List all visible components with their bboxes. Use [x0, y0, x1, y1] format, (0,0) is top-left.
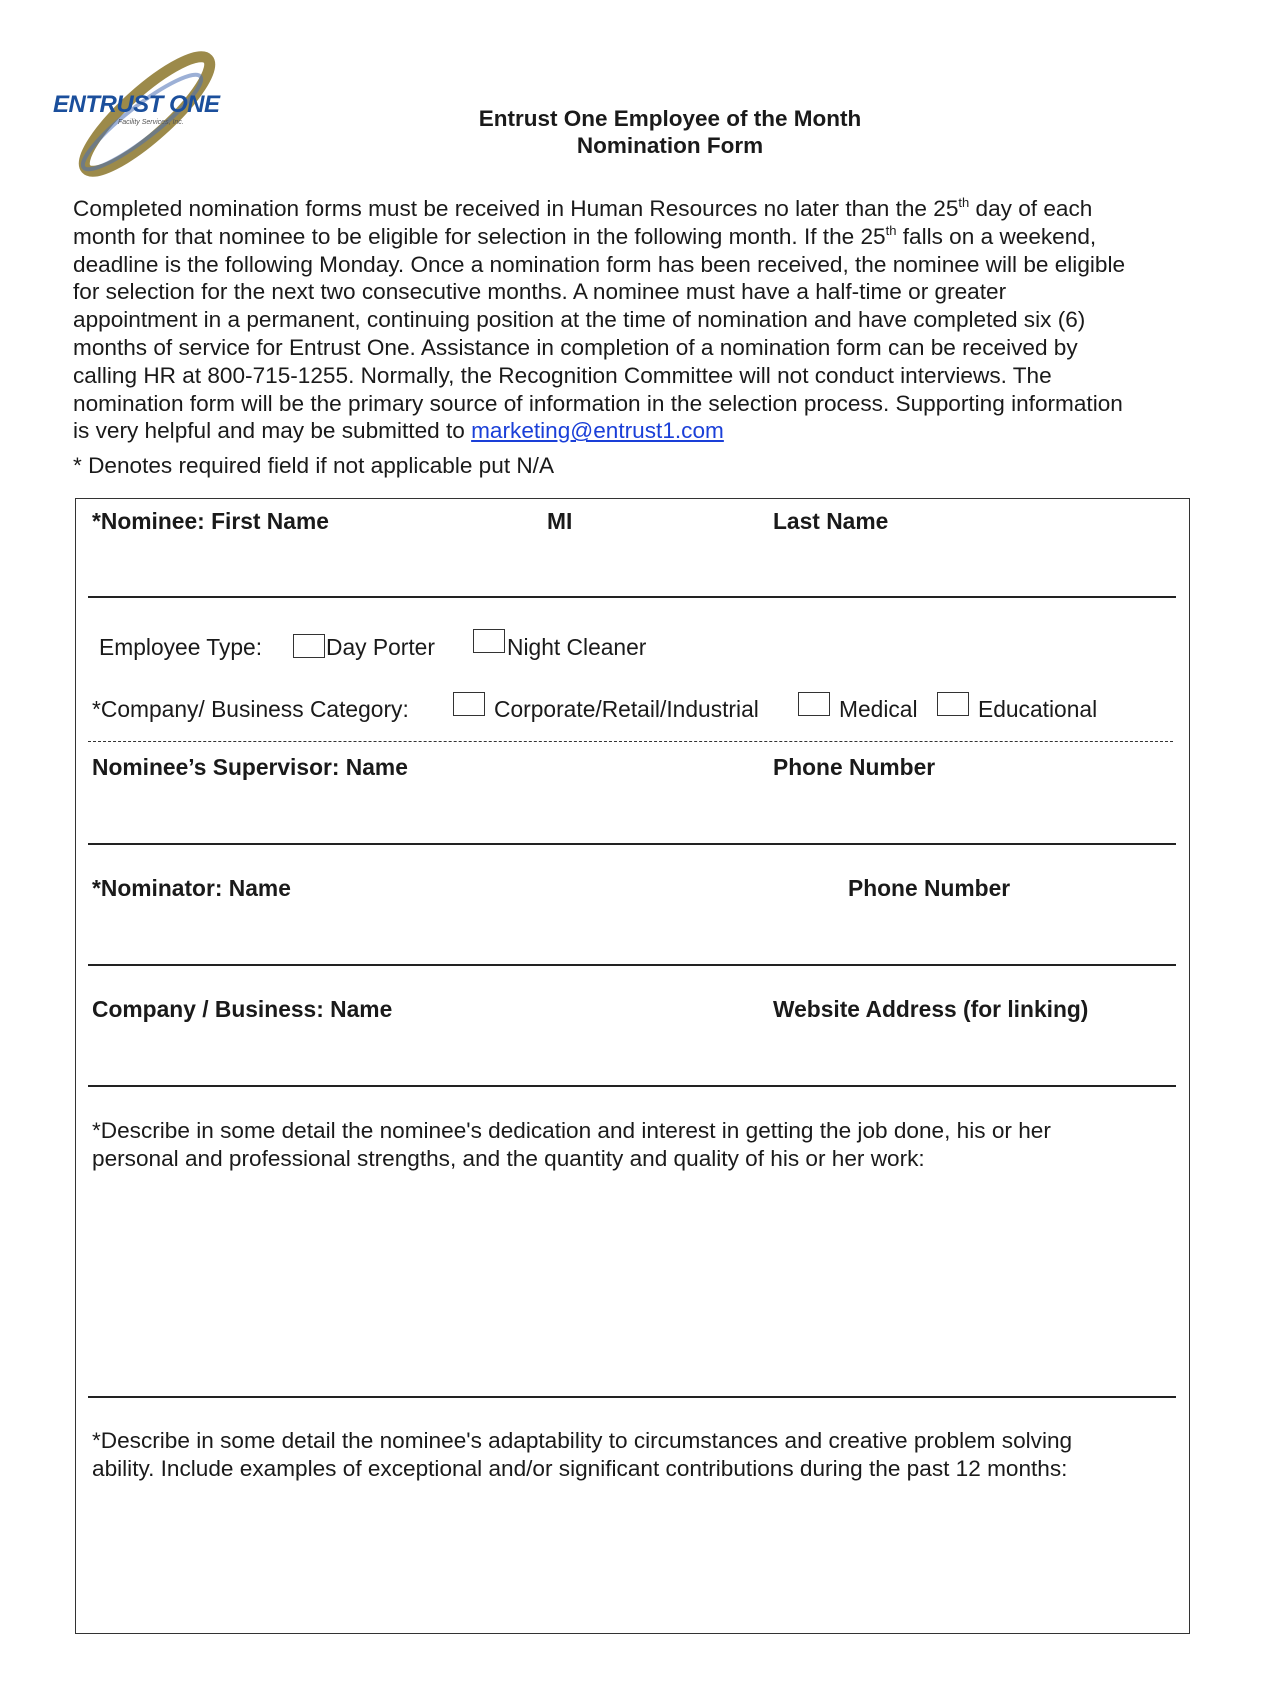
educational-checkbox[interactable] — [937, 692, 969, 716]
educational-option: Educational — [978, 696, 1098, 722]
company-name-label: Company / Business: Name — [92, 996, 393, 1022]
form-subtitle: Nomination Form — [576, 133, 764, 158]
form-title: Entrust One Employee of the Month — [478, 106, 862, 131]
nominee-name-line[interactable] — [88, 596, 1176, 598]
logo-tagline: Facility Services, Inc. — [118, 119, 184, 126]
dedication-answer-line[interactable] — [88, 1396, 1176, 1398]
corporate-checkbox[interactable] — [453, 692, 485, 716]
nominator-phone-label: Phone Number — [848, 875, 1011, 901]
nominator-line[interactable] — [88, 964, 1176, 966]
employee-type-label: Employee Type: — [99, 634, 263, 660]
marketing-email-link[interactable]: marketing@entrust1.com — [471, 418, 724, 444]
supervisor-name-label: Nominee’s Supervisor: Name — [92, 754, 408, 780]
nominee-mi-label: MI — [547, 508, 573, 534]
logo-wordmark: ENTRUST ONE — [53, 91, 220, 118]
business-category-label: *Company/ Business Category: — [92, 696, 409, 722]
section-divider — [88, 741, 1173, 742]
supervisor-line[interactable] — [88, 843, 1176, 845]
supervisor-phone-label: Phone Number — [773, 754, 936, 780]
day-porter-checkbox[interactable] — [293, 634, 325, 658]
night-cleaner-checkbox[interactable] — [473, 629, 505, 653]
company-line[interactable] — [88, 1085, 1176, 1087]
medical-checkbox[interactable] — [798, 692, 830, 716]
corporate-option: Corporate/Retail/Industrial — [494, 696, 759, 722]
dedication-question: *Describe in some detail the nominee's dedication and interest in getting the job done, his or her personal and professional strengths, and the quantity and quality of his or her work: — [92, 1118, 1051, 1171]
adaptability-question: *Describe in some detail the nominee's adaptability to circumstances and creative problem solving ability. Include examples of exceptional and/or significant contributions during the past 12 months: — [92, 1428, 1073, 1481]
website-label: Website Address (for linking) — [773, 996, 1089, 1022]
nominator-name-label: *Nominator: Name — [92, 875, 291, 901]
nominee-first-name-label: *Nominee: First Name — [92, 508, 329, 534]
medical-option: Medical — [839, 696, 918, 722]
nominee-last-name-label: Last Name — [773, 508, 889, 534]
required-field-note: * Denotes required field if not applicable put N/A — [73, 453, 555, 478]
day-porter-option: Day Porter — [326, 634, 435, 660]
night-cleaner-option: Night Cleaner — [507, 634, 647, 660]
instructions-paragraph: Completed nomination forms must be received in Human Resources no later than the 25th day of each month for that nominee to be eligible for selection in the following month. If the 25th falls on a weekend, deadline is the following Monday. Once a nomination form has been received, the nominee will be eligible for selection for the next two consecutive months. A nominee must have a half-time or greater appointment in a permanent, continuing position at the time of nomination and have completed six (6) months of service for Entrust One. Assistance in completion of a nomination form can be received by calling HR at 800-715-1255. Normally, the Recognition Committee will not conduct interviews. The nomination form will be the primary source of information in the selection process. Supporting information is very helpful and may be submitted to marketing@entrust1.com — [73, 195, 1126, 444]
